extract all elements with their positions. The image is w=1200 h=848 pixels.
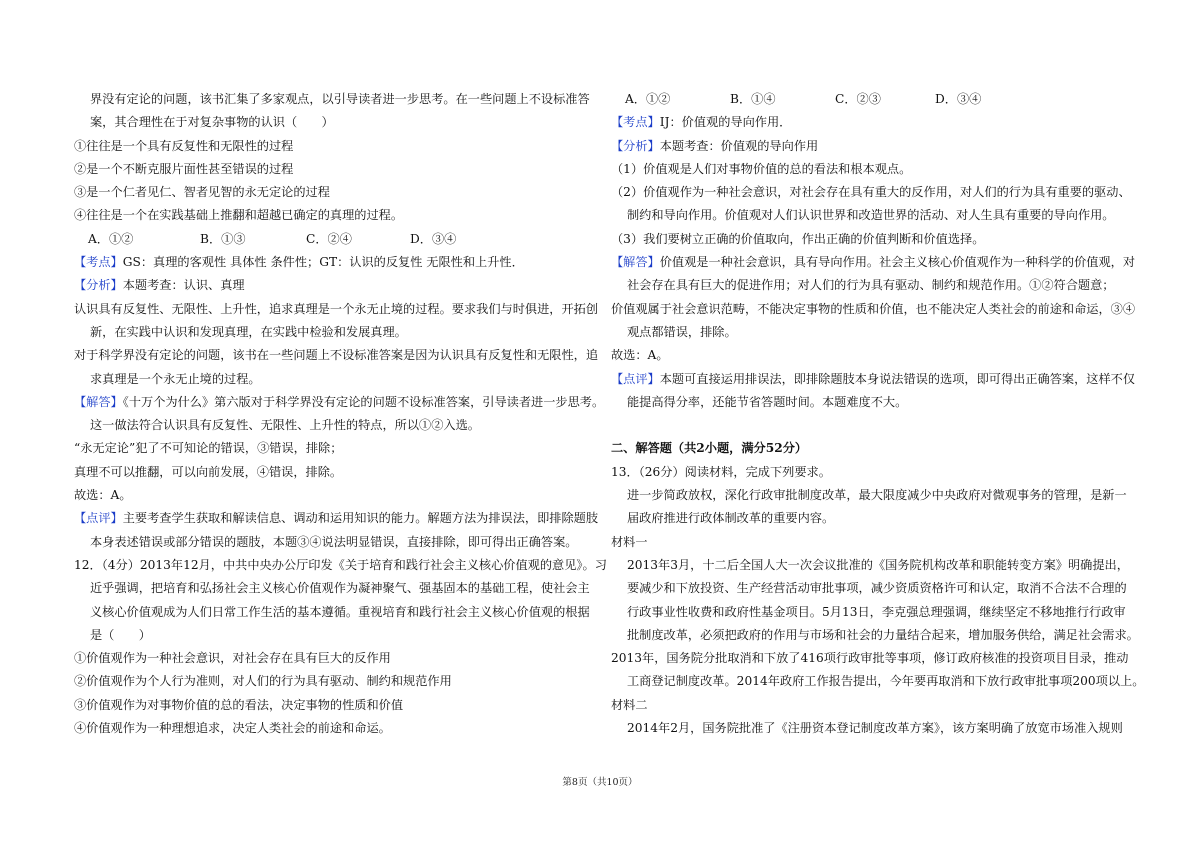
text-line: 案，其合理性在于对复杂事物的认识（ ）: [90, 115, 334, 130]
text-line: 制约和导向作用。价值观对人们认识世界和改造世界的活动、对人生具有重要的导向作用。: [627, 208, 1115, 223]
left-column: [74, 88, 607, 740]
option-c: C．②③: [835, 92, 881, 106]
text-line: 故选：A。: [74, 488, 132, 503]
text-line: （2）价值观作为一种社会意识，对社会存在具有重大的反作用，对人们的行为具有重要的驱动、: [611, 185, 1131, 200]
fenxi-tag: 【分析】: [611, 138, 660, 153]
kaodian-line: [74, 251, 604, 274]
kaodian-tag: 【考点】: [74, 255, 123, 270]
text-line: 义核心价值观成为人们日常工作生活的基本遵循。重视培育和践行社会主义核心价值观的根据: [90, 604, 590, 619]
material-label: 材料一: [611, 534, 648, 549]
text-line: 行政事业性收费和政府性基金项目。5月13日，李克强总理强调，继续坚定不移地推行行政审: [627, 604, 1126, 619]
text-line: 观点都错误，排除。: [627, 324, 737, 339]
fenxi-line: [74, 274, 604, 297]
fenxi-text: 本题考查：价值观的导向作用: [659, 138, 819, 153]
text-line: 进一步简政放权，深化行政审批制度改革，最大限度减少中央政府对微观事务的管理，是新一: [627, 488, 1127, 503]
question-13-line: 13．（26分）阅读材料，完成下列要求。: [611, 464, 831, 479]
dianping-line: [611, 368, 1141, 391]
text-line: “永无定论”犯了不可知论的错误，③错误，排除；: [74, 441, 343, 456]
text-line: 2013年，国务院分批取消和下放了416项行政审批等事项，修订政府核准的投资项目目录，推动: [611, 651, 1129, 666]
answer-options: [74, 228, 604, 251]
option-c: C．②④: [306, 231, 352, 246]
jieda-tag: 【解答】: [611, 255, 660, 270]
option-a: A．①②: [625, 92, 671, 106]
page-footer: 第8页（共10页）: [562, 777, 638, 788]
text-line: 批制度改革，必须把政府的作用与市场和社会的力量结合起来，增加服务供给，满足社会需求。: [627, 627, 1139, 642]
text-line: 认识具有反复性、无限性、上升性，追求真理是一个永无止境的过程。要求我们与时俱进，开拓创: [74, 301, 599, 316]
text-line: 故选：A。: [611, 348, 669, 363]
text-line: ④往往是一个在实践基础上推翻和超越已确定的真理的过程。: [74, 208, 404, 223]
text-line: 2013年3月，十二后全国人大一次会议批准的《国务院机构改革和职能转变方案》明确提出，: [627, 557, 1129, 572]
option-a: A．①②: [88, 231, 134, 246]
dianping-line: [74, 507, 604, 530]
text-line: 界没有定论的问题，该书汇集了多家观点，以引导读者进一步思考。在一些问题上不设标准答: [90, 92, 590, 106]
text-line: 近乎强调，把培育和弘扬社会主义核心价值观作为凝神聚气、强基固本的基础工程，使社会主: [90, 581, 590, 596]
text-line: 2014年2月，国务院批准了《注册资本登记制度改革方案》，该方案明确了放宽市场准入规则: [627, 721, 1123, 736]
text-line: ②是一个不断克服片面性甚至错误的过程: [74, 161, 294, 176]
option-d: D．③④: [935, 92, 982, 106]
dianping-text: 主要考查学生获取和解读信息、调动和运用知识的能力。解题方法为排误法，即排除题肢: [122, 511, 599, 526]
jieda-line: [74, 391, 604, 414]
fenxi-text: 本题考查：认识、真理: [122, 278, 245, 293]
spacer: [611, 414, 1141, 437]
section-heading: 二、解答题（共2小题，满分52分）: [611, 441, 808, 456]
text-line: （3）我们要树立正确的价值取向，作出正确的价值判断和价值选择。: [611, 231, 985, 246]
kaodian-text: GS：真理的客观性 具体性 条件性；GT：认识的反复性 无限性和上升性．: [122, 255, 524, 270]
text-line: 要减少和下放投资、生产经营活动审批事项，减少资质资格许可和认定，取消不合法不合理的: [627, 581, 1127, 596]
text-line: ②价值观作为个人行为准则，对人们的行为具有驱动、制约和规范作用: [74, 674, 452, 689]
text-line: 这一做法符合认识具有反复性、无限性、上升性的特点，所以①②入选。: [90, 418, 480, 433]
answer-options: [611, 88, 1141, 111]
text-line: 届政府推进行政体制改革的重要内容。: [627, 511, 835, 526]
jieda-text: 价值观是一种社会意识，具有导向作用。社会主义核心价值观作为一种科学的价值观，对: [659, 255, 1136, 270]
option-d: D．③④: [410, 231, 457, 246]
jieda-line: [611, 251, 1141, 274]
fenxi-tag: 【分析】: [74, 278, 123, 293]
material-label: 材料二: [611, 697, 648, 712]
dianping-tag: 【点评】: [611, 371, 660, 386]
text-line: 是（ ）: [90, 627, 151, 642]
text-line: 价值观属于社会意识范畴，不能决定事物的性质和价值，也不能决定人类社会的前途和命运，③④: [611, 301, 1136, 316]
text-line: 工商登记制度改革。2014年政府工作报告提出，今年要再取消和下放行政审批事项200项以上。: [627, 674, 1145, 689]
dianping-text: 本题可直接运用排误法，即排除题肢本身说法错误的选项，即可得出正确答案，这样不仅: [659, 371, 1136, 386]
text-line: ③价值观作为对事物价值的总的看法，决定事物的性质和价值: [74, 697, 404, 712]
text-line: 本身表述错误或部分错误的题肢，本题③④说法明显错误，直接排除，即可得出正确答案。: [90, 534, 578, 549]
jieda-tag: 【解答】: [74, 394, 123, 409]
text-line: 对于科学界没有定论的问题，该书在一些问题上不设标准答案是因为认识具有反复性和无限性，追: [74, 348, 599, 363]
text-line: 新，在实践中认识和发现真理，在实践中检验和发展真理。: [90, 324, 407, 339]
text-line: ①价值观作为一种社会意识，对社会存在具有巨大的反作用: [74, 651, 391, 666]
text-line: 真理不可以推翻，可以向前发展，④错误，排除。: [74, 464, 343, 479]
kaodian-tag: 【考点】: [611, 115, 660, 130]
jieda-text: 《十万个为什么》第六版对于科学界没有定论的问题不设标准答案，引导读者进一步思考。: [122, 394, 605, 409]
option-b: B．①③: [200, 231, 246, 246]
text-line: 能提高得分率，还能节省答题时间。本题难度不大。: [627, 394, 908, 409]
text-line: ①往往是一个具有反复性和无限性的过程: [74, 138, 294, 153]
fenxi-line: [611, 135, 1141, 158]
text-line: （1）价值观是人们对事物价值的总的看法和根本观点。: [611, 161, 912, 176]
question-12-line: 12．（4分）2013年12月，中共中央办公厅印发《关于培育和践行社会主义核心价值观的意见》。习: [74, 557, 607, 572]
right-column: [611, 88, 1145, 740]
dianping-tag: 【点评】: [74, 511, 123, 526]
kaodian-line: [611, 111, 1141, 134]
text-line: ④价值观作为一种理想追求，决定人类社会的前途和命运。: [74, 721, 391, 736]
text-line: ③是一个仁者见仁、智者见智的永无定论的过程: [74, 185, 330, 200]
text-line: 求真理是一个永无止境的过程。: [90, 371, 261, 386]
option-b: B．①④: [730, 92, 776, 106]
text-line: 社会存在具有巨大的促进作用；对人们的行为具有驱动、制约和规范作用。①②符合题意；: [627, 278, 1115, 293]
kaodian-text: IJ：价值观的导向作用．: [659, 115, 792, 130]
